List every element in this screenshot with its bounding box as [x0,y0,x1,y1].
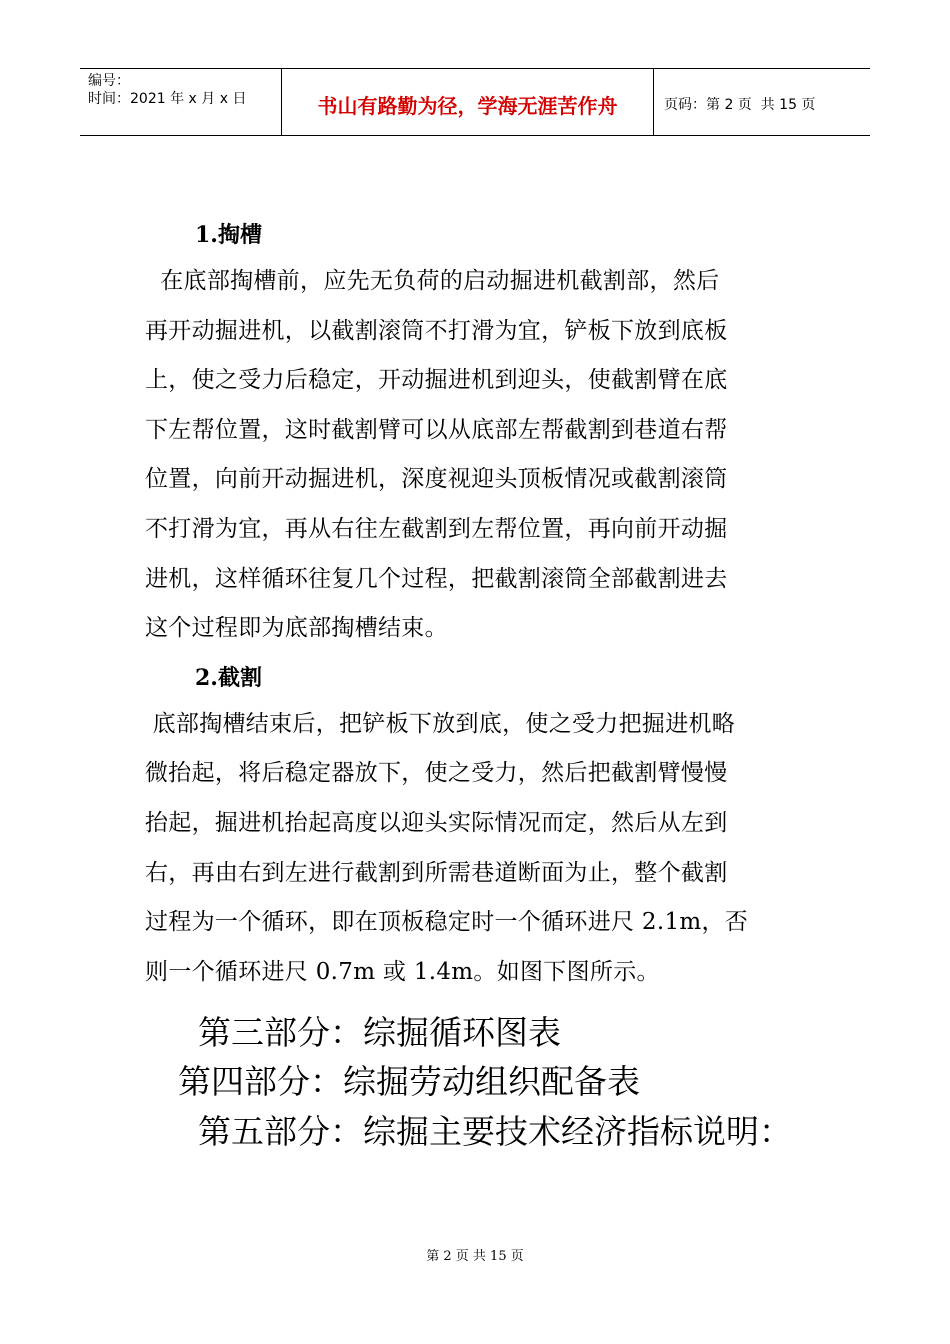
header-page-info: 页码：第 2 页 共 15 页 [664,97,816,113]
document-body [145,213,810,997]
header-motto-cell [282,69,654,135]
section-heading-1: 1.掏槽 [195,222,262,248]
document-number-label: 编号： [88,73,130,89]
paragraph-line: 进机，这样循环往复几个过程，把截割滚筒全部截割进去 [145,565,728,592]
paragraph-line: 上，使之受力后稳定，开动掘进机到迎头，使截割臂在底 [145,367,728,394]
paragraph-line: 再开动掘进机，以截割滚筒不打滑为宜，铲板下放到底板 [145,317,728,344]
part-four-heading: 第四部分：综掘劳动组织配备表 [178,1062,640,1101]
paragraph-line: 这个过程即为底部掏槽结束。 [145,615,448,642]
paragraph-line: 不打滑为宜，再从右往左截割到左帮位置，再向前开动掘 [145,515,728,542]
document-header [80,68,870,136]
page-footer: 第 2 页 共 15 页 [426,1249,524,1264]
paragraph-line: 过程为一个循环，即在顶板稳定时一个循环进尺 2.1m，否 [145,909,749,936]
paragraph-line: 下左帮位置，这时截割臂可以从底部左帮截割到巷道右帮 [145,416,728,443]
paragraph-line: 在底部掏槽前，应先无负荷的启动掘进机截割部，然后 [145,268,720,294]
part-five-heading: 第五部分：综掘主要技术经济指标说明： [198,1112,792,1151]
paragraph-line: 右，再由右到左进行截割到所需巷道断面为止，整个截割 [145,859,728,886]
section-1-paragraph [145,257,810,654]
document-time-label: 时间：2021 年 x 月 x 日 [88,91,247,107]
paragraph-line: 底部掏槽结束后，把铲板下放到底，使之受力把掘进机略 [145,710,736,737]
section-heading-2: 2.截割 [195,664,262,691]
part-three-heading: 第三部分：综掘循环图表 [198,1013,561,1052]
paragraph-line: 则一个循环进尺 0.7m 或 1.4m。如图下图所示。 [145,958,660,985]
section-2-paragraph [145,700,810,998]
header-meta-cell [80,69,282,135]
header-page-cell [654,69,870,135]
paragraph-line: 抬起，掘进机抬起高度以迎头实际情况而定，然后从左到 [145,809,728,836]
paragraph-line: 微抬起，将后稳定器放下，使之受力，然后把截割臂慢慢 [145,760,728,787]
header-motto: 书山有路勤为径，学海无涯苦作舟 [317,93,618,118]
paragraph-line: 位置，向前开动掘进机，深度视迎头顶板情况或截割滚筒 [145,466,728,493]
